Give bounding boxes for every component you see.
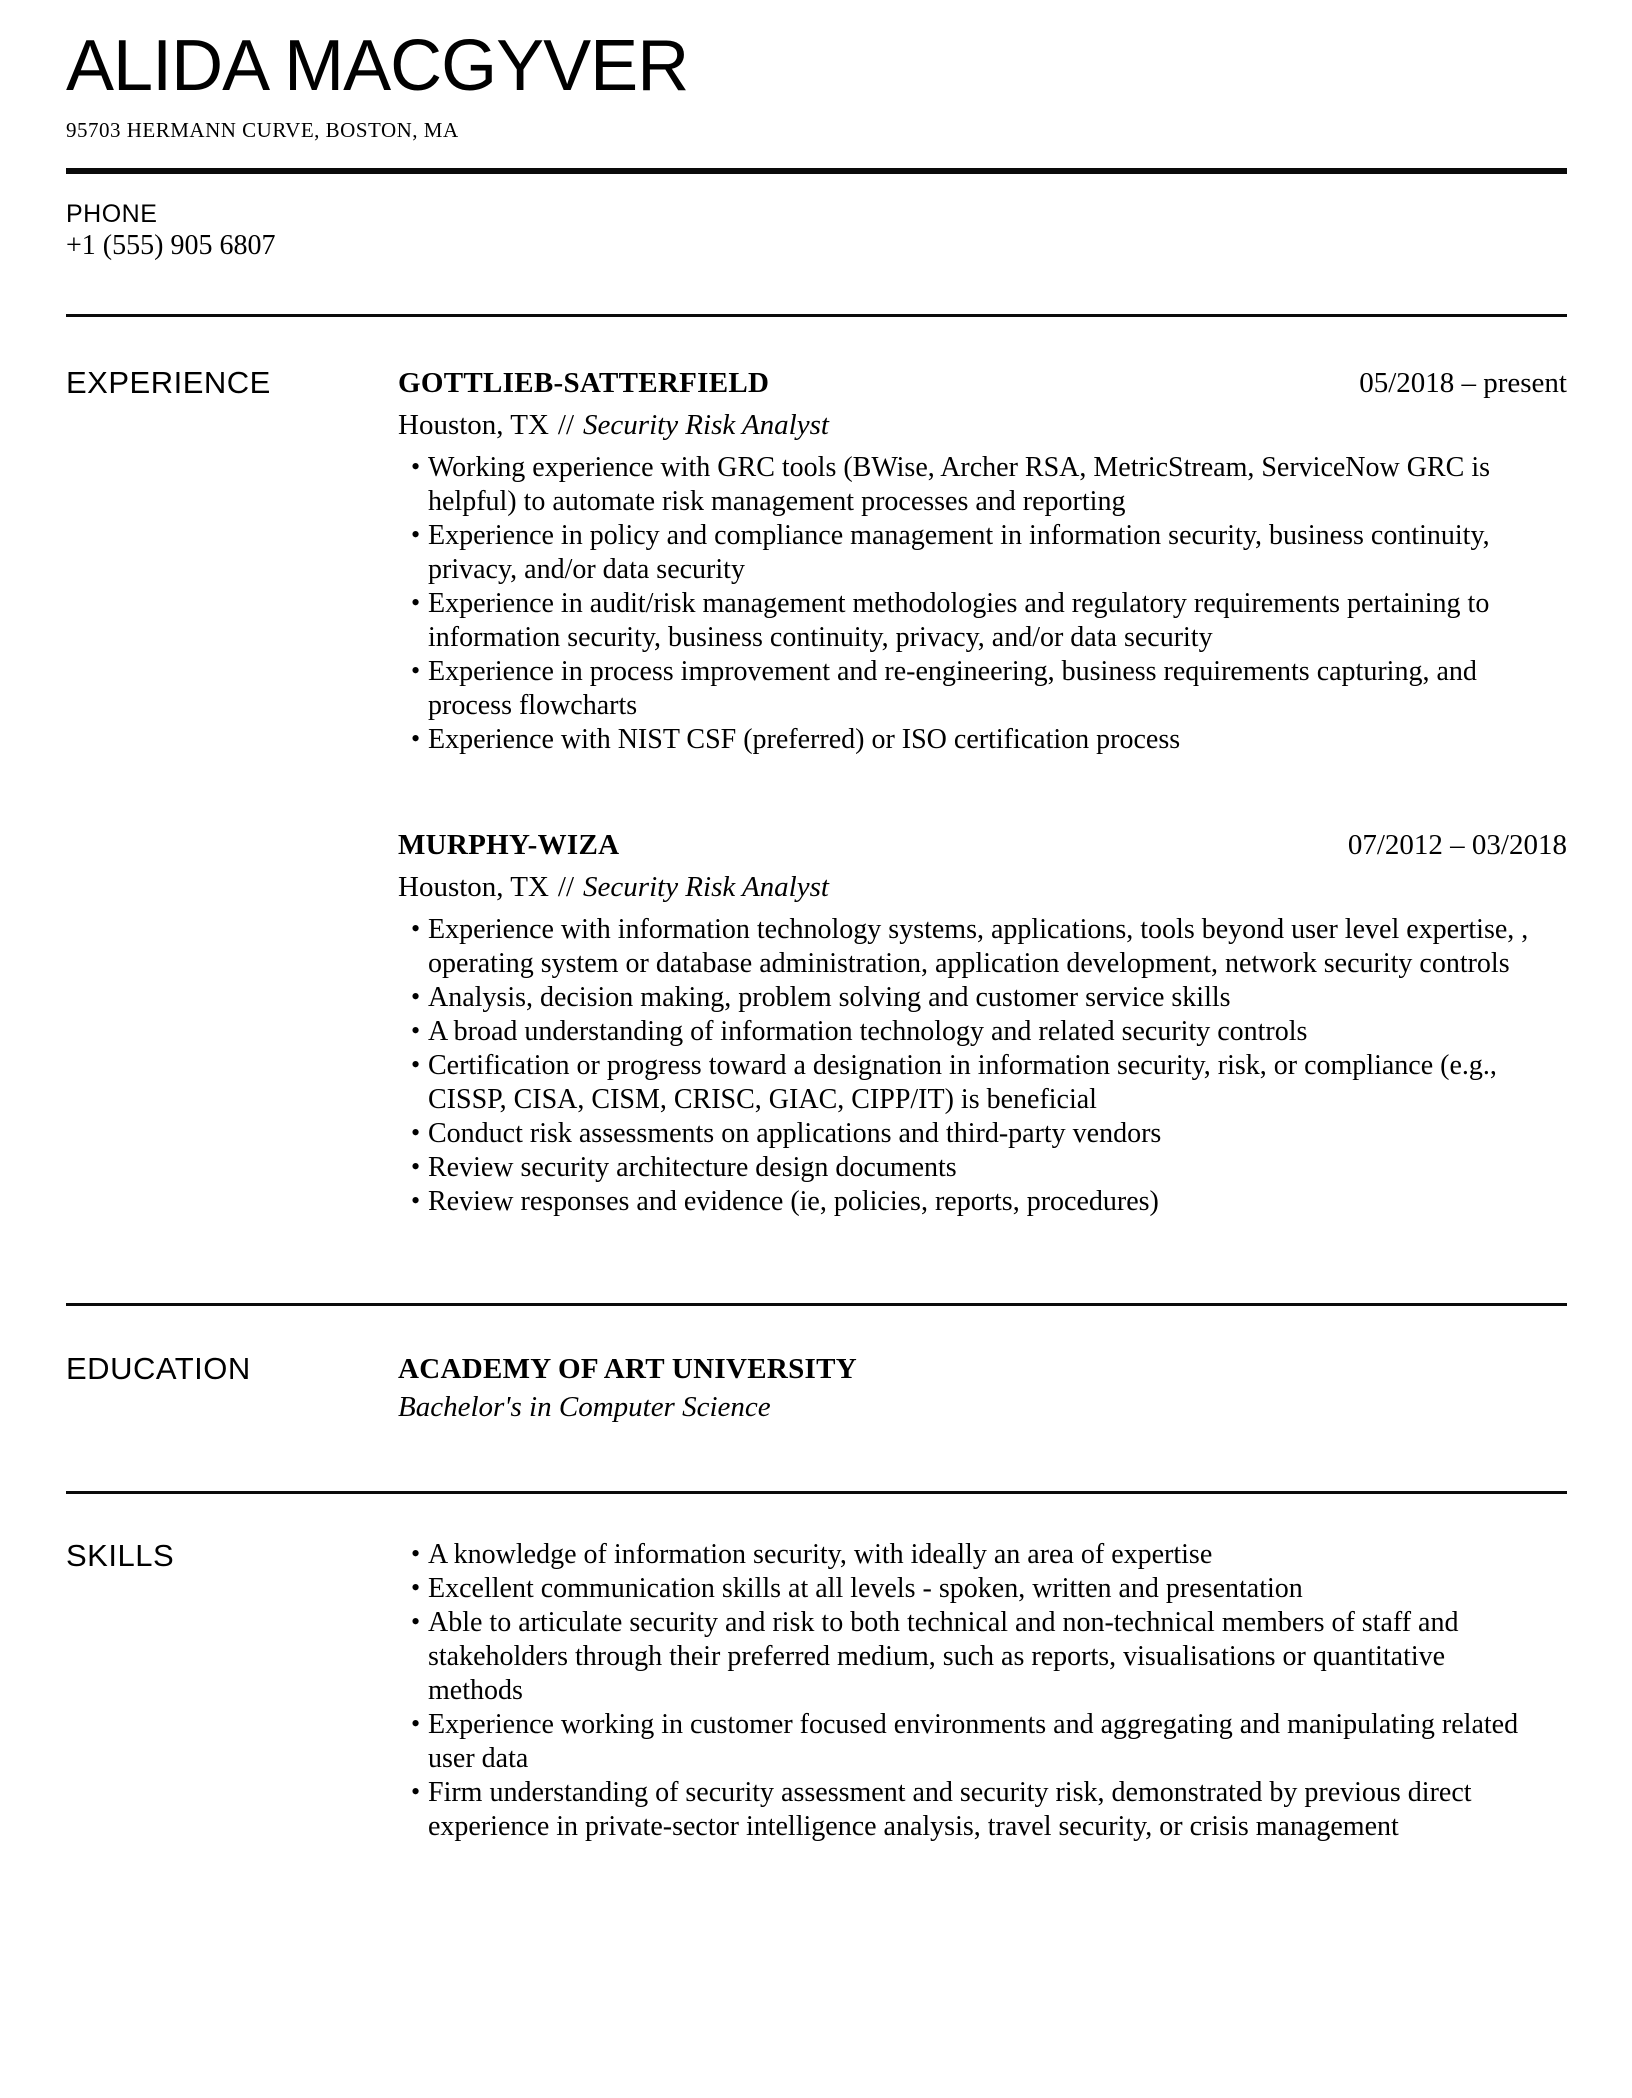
job-bullet-list [398, 451, 1567, 757]
education-content [398, 1351, 1567, 1425]
skills-bullet-list [398, 1538, 1567, 1844]
subtitle-separator: // [557, 871, 575, 903]
bullet-item: • Analysis, decision making, problem solving and customer service skills [398, 981, 1538, 1015]
job-title: Security Risk Analyst [583, 871, 829, 903]
degree-name: Bachelor's in Computer Science [398, 1391, 771, 1423]
header-divider [66, 168, 1567, 174]
skills-section-label: SKILLS [66, 1538, 175, 1573]
job-subtitle [398, 407, 1567, 443]
resume-header [66, 26, 1567, 263]
job-header [398, 827, 1567, 863]
job-entry [398, 827, 1567, 1219]
bullet-item: • Conduct risk assessments on applications and third-party vendors [398, 1117, 1538, 1151]
education-section-label: EDUCATION [66, 1351, 251, 1386]
bullet-item: • A knowledge of information security, with ideally an area of expertise [398, 1538, 1538, 1572]
subtitle-separator: // [557, 409, 575, 441]
bullet-item: • A broad understanding of information technology and related security controls [398, 1015, 1538, 1049]
school-name: ACADEMY OF ART UNIVERSITY [398, 1353, 857, 1385]
phone-number: +1 (555) 905 6807 [66, 230, 276, 261]
bullet-item: • Review responses and evidence (ie, policies, reports, procedures) [398, 1185, 1538, 1219]
bullet-item: • Able to articulate security and risk to both technical and non-technical members of staff and stakeholders through their preferred medium, such as reports, visualisations or quantitative methods [398, 1606, 1538, 1708]
company-name: GOTTLIEB-SATTERFIELD [398, 367, 770, 399]
section-experience [66, 317, 1567, 1303]
bullet-item: • Certification or progress toward a designation in information security, risk, or compliance (e.g., CISSP, CISA, CISM, CRISC, GIAC, CIPP/IT) is beneficial [398, 1049, 1538, 1117]
job-header [398, 365, 1567, 401]
bullet-item: • Experience in policy and compliance management in information security, business continuity, privacy, and/or data security [398, 519, 1538, 587]
bullet-item: • Review security architecture design documents [398, 1151, 1538, 1185]
job-subtitle [398, 869, 1567, 905]
job-location: Houston, TX [398, 409, 549, 441]
bullet-item: • Experience with information technology systems, applications, tools beyond user level expertise, , operating system or database administration, application development, network security controls [398, 913, 1538, 981]
phone-label: PHONE [66, 200, 158, 228]
person-address: 95703 HERMANN CURVE, BOSTON, MA [66, 118, 459, 142]
skills-content [398, 1538, 1567, 1844]
company-name: MURPHY-WIZA [398, 829, 620, 861]
bullet-item: • Experience in process improvement and re-engineering, business requirements capturing, and process flowcharts [398, 655, 1538, 723]
job-entry [398, 365, 1567, 757]
job-dates: 07/2012 – 03/2018 [1347, 829, 1567, 861]
experience-section-label: EXPERIENCE [66, 365, 271, 400]
contact-block [66, 199, 1567, 263]
section-education [66, 1306, 1567, 1491]
bullet-item: • Excellent communication skills at all levels - spoken, written and presentation [398, 1572, 1538, 1606]
job-bullet-list [398, 913, 1567, 1219]
experience-content [398, 365, 1567, 1219]
job-dates: 05/2018 – present [1359, 367, 1567, 399]
job-location: Houston, TX [398, 871, 549, 903]
bullet-item: • Experience in audit/risk management methodologies and regulatory requirements pertaining to information security, business continuity, privacy, and/or data security [398, 587, 1538, 655]
person-name: ALIDA MACGYVER [66, 26, 689, 106]
bullet-item: • Working experience with GRC tools (BWise, Archer RSA, MetricStream, ServiceNow GRC is helpful) to automate risk management processes and reporting [398, 451, 1538, 519]
bullet-item: • Experience with NIST CSF (preferred) or ISO certification process [398, 723, 1538, 757]
section-skills [66, 1494, 1567, 1844]
bullet-item: • Firm understanding of security assessment and security risk, demonstrated by previous direct experience in private-sector intelligence analysis, travel security, or crisis management [398, 1776, 1538, 1844]
job-title: Security Risk Analyst [583, 409, 829, 441]
bullet-item: • Experience working in customer focused environments and aggregating and manipulating related user data [398, 1708, 1538, 1776]
